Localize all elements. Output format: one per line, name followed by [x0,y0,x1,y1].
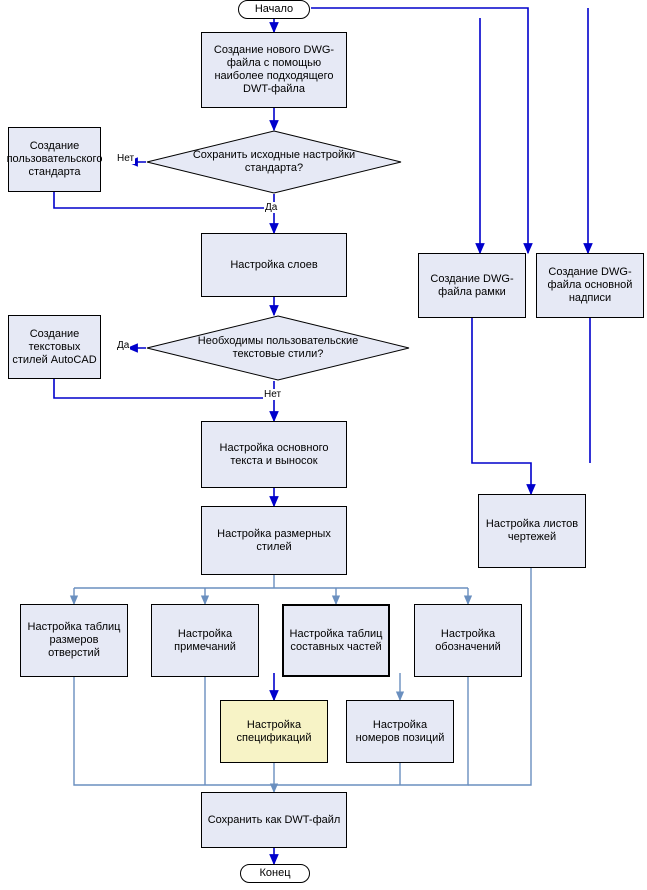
edge-label-text-styles-no: Нет [264,389,282,400]
node-notes-setup[interactable] [151,604,259,677]
node-balloons-setup[interactable] [346,700,454,763]
node-create-acad-text-styles-label: Создание текстовых стилей AutoCAD [12,327,97,366]
node-hole-tables-setup[interactable] [20,604,128,677]
node-symbols-setup[interactable] [414,604,522,677]
node-create-frame-dwg[interactable] [418,253,526,318]
edge-label-keep-standard-no: Нет [117,153,135,164]
node-create-frame-dwg-label: Создание DWG-файла рамки [430,272,514,298]
node-create-title-block-dwg-label: Создание DWG-файла основной надписи [547,266,633,304]
node-need-text-styles-decision-label: Необходимы пользовательские текстовые стили? [197,335,359,360]
node-layers-setup-label: Настройка слоев [230,258,318,271]
node-specifications-setup-label: Настройка спецификаций [236,718,312,744]
node-end[interactable] [240,864,310,883]
node-create-acad-text-styles[interactable] [8,315,101,379]
node-need-text-styles-decision[interactable] [146,315,410,381]
node-create-user-standard-label: Создание пользовательского стандарта [6,140,103,178]
node-part-tables-setup[interactable] [282,604,390,677]
node-create-title-block-dwg[interactable] [536,253,644,318]
node-specifications-setup[interactable] [220,700,328,763]
node-part-tables-setup-label: Настройка таблиц составных частей [289,627,383,653]
node-main-text-setup[interactable] [201,421,347,488]
node-save-as-dwt[interactable] [201,792,347,848]
node-create-user-standard[interactable] [8,127,101,192]
node-main-text-setup-label: Настройка основного текста и выносок [219,441,329,467]
node-layers-setup[interactable] [201,233,347,297]
edge-label-keep-standard-yes: Да [265,202,278,213]
node-create-dwg-file-label: Создание нового DWG-файла с помощью наиболее подходящего DWT-файла [213,44,335,95]
node-keep-standard-decision-label: Сохранить исходные настройки стандарта? [192,149,356,174]
node-sheets-setup[interactable] [478,494,586,568]
node-sheets-setup-label: Настройка листов чертежей [485,518,579,543]
node-symbols-setup-label: Настройка обозначений [435,627,501,653]
node-hole-tables-setup-label: Настройка таблиц размеров отверстий [27,621,121,659]
node-start[interactable] [238,0,310,19]
node-save-as-dwt-label: Сохранить как DWT-файл [207,813,341,826]
node-end-label: Конец [259,867,291,879]
node-create-dwg-file[interactable] [201,32,347,108]
node-keep-standard-decision[interactable] [146,130,402,194]
node-balloons-setup-label: Настройка номеров позиций [355,718,445,744]
node-notes-setup-label: Настройка примечаний [174,627,236,653]
node-dimension-styles-setup[interactable] [201,506,347,575]
node-start-label: Начало [254,3,294,15]
edge-label-text-styles-yes: Да [117,340,130,351]
node-dimension-styles-setup-label: Настройка размерных стилей [217,527,331,553]
